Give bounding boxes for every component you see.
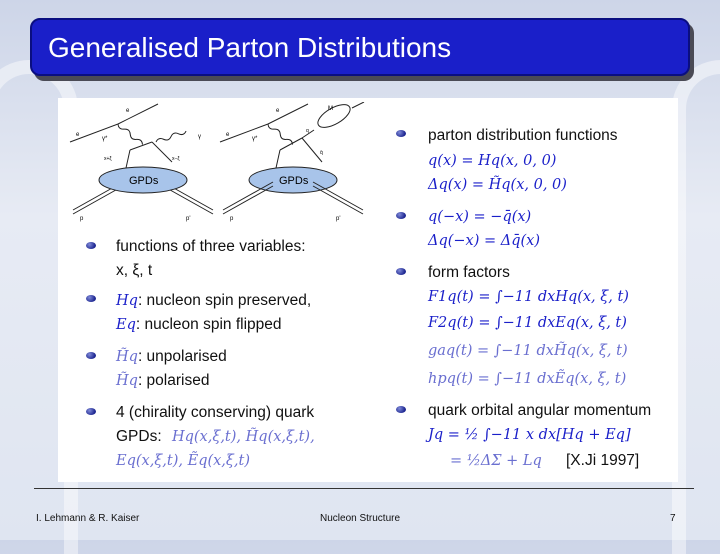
gpd-count-line: 4 (chirality conserving) quark [116,404,315,421]
gpd-functions-1: Hq(x,ξ,t), H̃q(x,ξ,t), [171,429,315,445]
svg-text:p': p' [336,216,341,222]
pdf-heading: parton distribution functions [428,127,618,144]
polarised-symbol: H̃q [116,373,138,389]
background-arch [672,60,720,554]
page-number: 7 [670,513,676,524]
hq-line [116,292,311,310]
dvmp-diagram [220,102,364,222]
bullet-icon [86,408,96,415]
gpd-functions-2: Eq(x,ξ,t), Ẽq(x,ξ,t) [116,453,250,469]
polarised-description: : polarised [137,372,210,389]
svg-text:e: e [226,132,230,138]
svg-text:γ*: γ* [252,136,258,142]
hq-description: : nucleon spin preserved, [137,292,312,309]
hq-symbol: Hq [116,293,138,309]
slide-title: Generalised Parton Distributions [48,32,452,63]
bullet-icon [396,406,406,413]
eq-symbol: Eq [116,317,136,333]
bullet-icon [396,268,406,275]
form-factor-equation-1: F1q(t) = ∫−11 dxHq(x, ξ, t) [428,289,629,305]
pdf-equation-1: q(x) = Hq(x, 0, 0) [428,153,557,169]
ji-decomposition-equation: = ½ΔΣ + Lq [450,453,542,469]
form-factor-equation-2: F2q(t) = ∫−11 dxEq(x, ξ, t) [428,315,627,331]
hq-unpolarised-line [116,348,227,366]
footer-divider [34,488,694,489]
bullet-icon [86,352,96,359]
footer-topic: Nucleon Structure [320,513,401,524]
svg-text:x+ξ: x+ξ [104,156,112,162]
svg-text:γ*: γ* [102,136,108,142]
unpolarised-symbol: H̃q [116,349,138,365]
title-bar [30,18,690,76]
dvcs-diagram [70,104,213,222]
ji-sum-rule-equation: Jq = ½ ∫−11 x dx[Hq + Eq] [428,427,631,443]
eq-description: : nucleon spin flipped [135,316,282,333]
svg-text:p: p [80,216,84,222]
bullet-icon [396,212,406,219]
variables-heading: functions of three variables: [116,238,306,255]
ji-reference: [X.Ji 1997] [566,452,640,469]
antiquark-equation-1: q(−x) = −q̄(x) [428,209,532,225]
bullet-icon [396,130,406,137]
hq-polarised-line [116,372,209,390]
svg-text:q: q [306,128,309,134]
unpolarised-description: : unpolarised [137,348,227,365]
antiquark-equation-2: Δq(−x) = Δq̄(x) [428,233,541,249]
svg-text:e: e [126,108,130,114]
footer-authors: I. Lehmann & R. Kaiser [36,513,140,524]
svg-text:GPDs: GPDs [129,175,159,187]
svg-text:GPDs: GPDs [279,175,309,187]
bullet-icon [86,242,96,249]
form-factors-heading: form factors [428,264,510,281]
slide-content [58,98,678,482]
svg-text:q̄: q̄ [320,150,323,156]
form-factor-equation-4: hpq(t) = ∫−11 dxẼq(x, ξ, t) [428,371,627,387]
form-factor-equation-3: gaq(t) = ∫−11 dxH̃q(x, ξ, t) [428,343,628,359]
bullet-icon [86,295,96,302]
pdf-equation-2: Δq(x) = H̃q(x, 0, 0) [428,177,567,193]
gpd-feynman-diagrams [68,102,368,222]
orbital-heading: quark orbital angular momentum [428,402,652,419]
variables-list: x, ξ, t [116,262,153,279]
svg-text:e: e [276,108,280,114]
eq-line [116,316,282,334]
gpds-label: GPDs: [116,428,162,445]
svg-text:p: p [230,216,234,222]
svg-text:M: M [328,106,333,112]
svg-text:p': p' [186,216,191,222]
gpd-list-line [116,428,315,446]
svg-text:e: e [76,132,80,138]
svg-text:γ: γ [198,134,201,140]
svg-text:x−ξ: x−ξ [172,156,180,162]
